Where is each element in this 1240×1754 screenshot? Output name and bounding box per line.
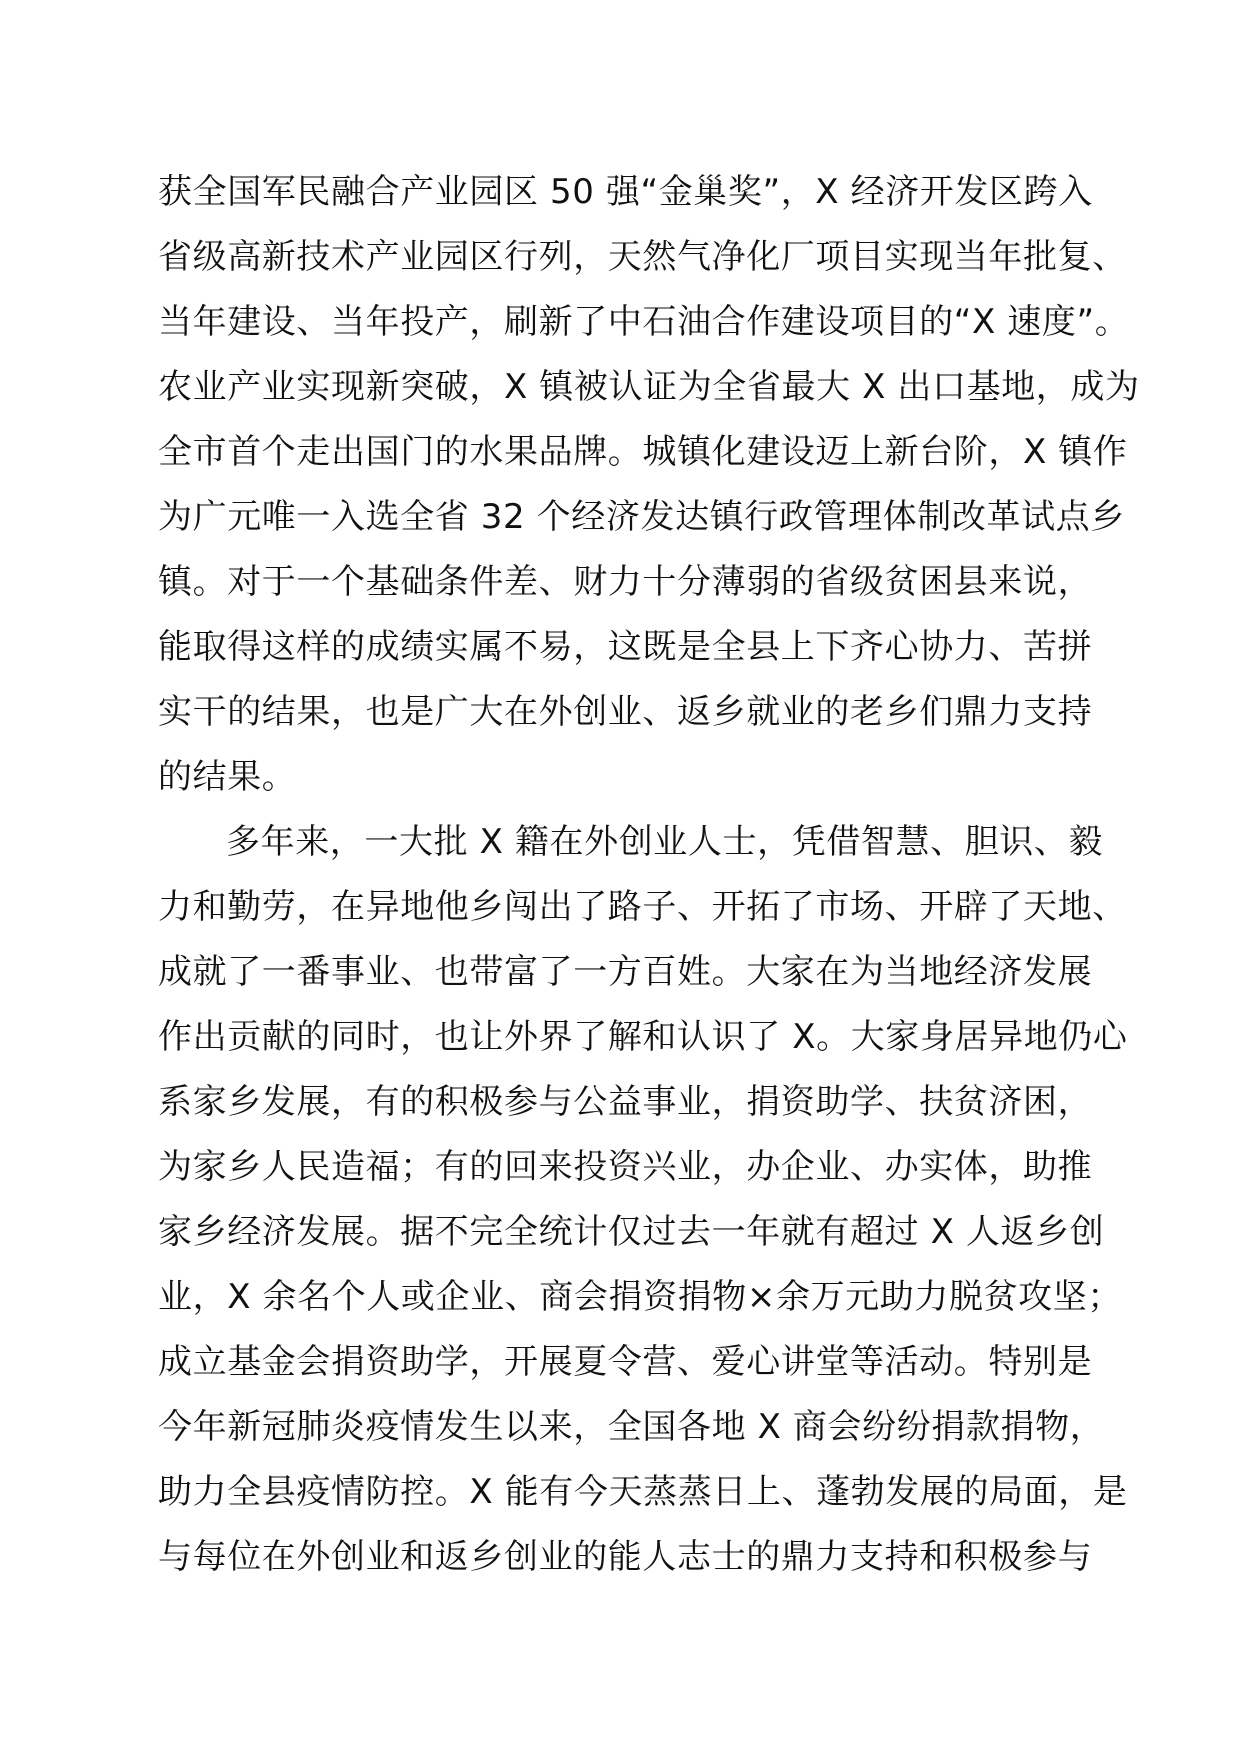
- paragraph-2-line-2: 力和勤劳，在异地他乡闯出了路子、开拓了市场、开辟了天地、: [158, 887, 1127, 927]
- paragraph-2-line-4: 作出贡献的同时，也让外界了解和认识了 X。大家身居异地仍心: [158, 1017, 1128, 1057]
- paragraph-1-line-6: 为广元唯一入选全省 32 个经济发达镇行政管理体制改革试点乡: [158, 497, 1125, 537]
- paragraph-2-line-5: 系家乡发展，有的积极参与公益事业，捐资助学、扶贫济困，: [158, 1082, 1093, 1122]
- paragraph-2-line-12: 与每位在外创业和返乡创业的能人志士的鼎力支持和积极参与: [158, 1537, 1093, 1577]
- paragraph-2: [158, 810, 1128, 1590]
- paragraph-1-line-8: 能取得这样的成绩实属不易，这既是全县上下齐心协力、苦拼: [158, 627, 1093, 667]
- paragraph-2-line-10: 今年新冠肺炎疫情发生以来，全国各地 X 商会纷纷捐款捐物，: [158, 1407, 1105, 1447]
- paragraph-1-line-10: 的结果。: [158, 757, 297, 797]
- paragraph-2-line-9: 成立基金会捐资助学，开展夏令营、爱心讲堂等活动。特别是: [158, 1342, 1093, 1382]
- paragraph-2-line-8: 业，X 余名个人或企业、商会捐资捐物×余万元助力脱贫攻坚；: [158, 1277, 1122, 1317]
- paragraph-2-line-3: 成就了一番事业、也带富了一方百姓。大家在为当地经济发展: [158, 952, 1093, 992]
- paragraph-1-line-3: 当年建设、当年投产，刷新了中石油合作建设项目的“X 速度”。: [158, 302, 1130, 342]
- paragraph-1-line-1: 获全国军民融合产业园区 50 强“金巢奖”，X 经济开发区跨入: [158, 172, 1093, 212]
- paragraph-1: [158, 160, 1140, 810]
- paragraph-1-line-7: 镇。对于一个基础条件差、财力十分薄弱的省级贫困县来说，: [158, 562, 1093, 602]
- paragraph-2-line-1: 多年来，一大批 X 籍在外创业人士，凭借智慧、胆识、毅: [226, 822, 1104, 862]
- paragraph-2-line-7: 家乡经济发展。据不完全统计仅过去一年就有超过 X 人返乡创: [158, 1212, 1105, 1252]
- paragraph-1-line-9: 实干的结果，也是广大在外创业、返乡就业的老乡们鼎力支持: [158, 692, 1093, 732]
- paragraph-2-line-6: 为家乡人民造福；有的回来投资兴业，办企业、办实体，助推: [158, 1147, 1093, 1187]
- document-body: [158, 160, 1140, 1590]
- paragraph-2-line-11: 助力全县疫情防控。X 能有今天蒸蒸日上、蓬勃发展的局面，是: [158, 1472, 1128, 1512]
- paragraph-1-line-2: 省级高新技术产业园区行列，天然气净化厂项目实现当年批复、: [158, 237, 1127, 277]
- paragraph-1-line-4: 农业产业实现新突破，X 镇被认证为全省最大 X 出口基地，成为: [158, 367, 1140, 407]
- paragraph-1-line-5: 全市首个走出国门的水果品牌。城镇化建设迈上新台阶，X 镇作: [158, 432, 1128, 472]
